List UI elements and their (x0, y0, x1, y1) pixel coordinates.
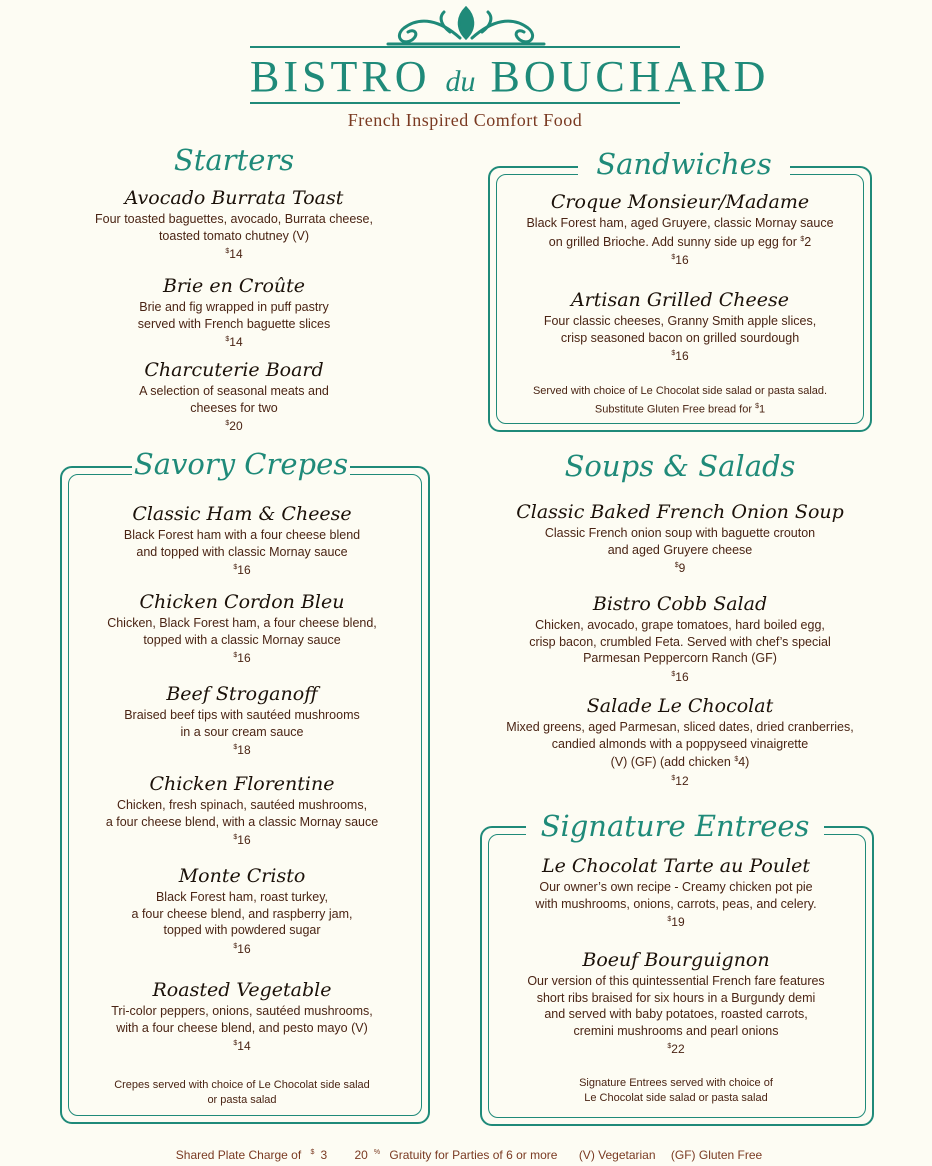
item-price: $18 (233, 743, 251, 757)
item-desc: topped with powdered sugar (163, 923, 321, 937)
sandwiches-note-line2: Substitute Gluten Free bread for $1 (594, 403, 766, 416)
tagline: French Inspired Comfort Food (347, 110, 583, 130)
item-desc: topped with a classic Mornay sauce (143, 632, 341, 647)
item-name: Avocado Burrata Toast (124, 187, 344, 209)
menu-item (72, 864, 412, 957)
item-desc: Our owner’s own recipe - Creamy chicken pot pie (539, 880, 813, 894)
vegetarian-legend: (V) Vegetarian (578, 1148, 656, 1162)
item-price: $16 (671, 253, 689, 268)
crepes-note (72, 1078, 412, 1108)
entrees-note (492, 1076, 860, 1106)
item-desc: Tri-color peppers, onions, sautéed mushrooms, (111, 1004, 373, 1018)
menu-item (488, 500, 872, 576)
item-desc: Black Forest ham, aged Gruyere, classic Mornay sauce (526, 216, 834, 230)
restaurant-name (250, 52, 770, 107)
sandwiches-title: Sandwiches (596, 147, 772, 181)
menu-item (500, 190, 860, 268)
item-desc: short ribs braised for six hours in a Burgundy demi (536, 990, 816, 1005)
footer-notes (0, 1148, 932, 1162)
item-name: Chicken Cordon Bleu (139, 591, 345, 613)
logo-ornament (380, 2, 552, 50)
sandwiches-note-line1: Served with choice of Le Chocolat side salad or pasta salad. (532, 385, 828, 397)
item-price: $16 (233, 833, 251, 847)
menu-item (60, 358, 408, 434)
item-price: $16 (671, 349, 689, 363)
menu-item (60, 186, 408, 262)
item-price: $16 (233, 651, 251, 665)
item-desc: cremini mushrooms and pearl onions (573, 1023, 779, 1038)
item-desc: toasted tomato chutney (V) (158, 228, 310, 243)
item-price: $16 (233, 563, 251, 577)
soups-title: Soups & Salads (564, 449, 796, 483)
item-desc: Mixed greens, aged Parmesan, sliced dates, dried cranberries, (506, 720, 854, 734)
item-desc: and served with baby potatoes, roasted carrots, (544, 1007, 808, 1021)
gratuity-note: 20 % Gratuity for Parties of 6 or more (354, 1148, 558, 1162)
item-desc: Chicken, Black Forest ham, a four cheese blend, (107, 616, 377, 630)
menu-item (492, 854, 860, 930)
restaurant-name-left: BISTRO (250, 52, 431, 101)
menu-item (72, 502, 412, 578)
starters-title: Starters (173, 143, 295, 177)
item-name: Brie en Croûte (162, 275, 306, 297)
item-desc: with mushrooms, onions, carrots, peas, and celery. (535, 896, 817, 911)
item-desc: Black Forest ham with a four cheese blend (123, 528, 361, 542)
item-desc: served with French baguette slices (137, 316, 331, 331)
item-price: $14 (225, 247, 243, 261)
item-price: $9 (674, 561, 686, 575)
entrees-title: Signature Entrees (540, 809, 810, 843)
item-desc: Parmesan Peppercorn Ranch (GF) (583, 651, 777, 665)
item-desc: candied almonds with a poppyseed vinaigrette (551, 736, 809, 751)
restaurant-name-right: BOUCHARD (490, 52, 770, 101)
crepes-title: Savory Crepes (133, 447, 349, 481)
entrees-note-line1: Signature Entrees served with choice of (579, 1077, 773, 1089)
item-price: $14 (233, 1039, 251, 1053)
item-name: Classic Baked French Onion Soup (516, 501, 844, 523)
item-desc: Four classic cheeses, Granny Smith apple slices, (543, 314, 817, 328)
item-price: $16 (671, 669, 689, 684)
crepes-note-line1: Crepes served with choice of Le Chocolat side salad (114, 1079, 370, 1091)
item-desc: Classic French onion soup with baguette crouton (544, 526, 816, 540)
menu-item (500, 288, 860, 364)
item-desc: a four cheese blend, and raspberry jam, (131, 906, 353, 921)
item-name: Croque Monsieur/Madame (550, 191, 810, 213)
item-desc: a four cheese blend, with a classic Mornay sauce (105, 814, 379, 829)
menu-item (492, 948, 860, 1057)
sandwiches-note (500, 384, 860, 418)
menu-item (60, 274, 408, 350)
logo-bottom-rule (250, 102, 680, 104)
item-desc: crisp bacon, crumbled Feta. Served with chef’s special (529, 634, 831, 649)
item-name: Charcuterie Board (144, 359, 324, 381)
menu-item (72, 978, 412, 1054)
item-name: Bistro Cobb Salad (592, 593, 768, 615)
item-name: Artisan Grilled Cheese (570, 289, 790, 311)
item-desc: with a four cheese blend, and pesto mayo (V) (116, 1020, 368, 1035)
item-desc: Four toasted baguettes, avocado, Burrata cheese, (95, 212, 373, 226)
item-price: $19 (667, 915, 685, 929)
item-name: Monte Cristo (178, 865, 306, 887)
crepes-note-line2: or pasta salad (207, 1094, 277, 1106)
item-desc: Black Forest ham, roast turkey, (155, 890, 329, 904)
item-price: $22 (667, 1042, 685, 1056)
item-desc: Braised beef tips with sautéed mushrooms (124, 708, 360, 722)
item-name: Roasted Vegetable (152, 979, 332, 1001)
menu-item (72, 682, 412, 758)
item-desc: Brie and fig wrapped in puff pastry (139, 300, 329, 314)
item-desc: and aged Gruyere cheese (607, 542, 753, 557)
item-desc: (V) (GF) (add chicken $4) (610, 755, 750, 770)
item-desc: in a sour cream sauce (180, 724, 304, 739)
item-price: $14 (225, 335, 243, 349)
item-name: Salade Le Chocolat (586, 695, 774, 717)
item-name: Beef Stroganoff (166, 683, 318, 705)
gluten-free-legend: (GF) Gluten Free (670, 1148, 763, 1162)
item-price: $16 (233, 941, 251, 956)
item-name: Chicken Florentine (149, 773, 335, 795)
menu-item (72, 590, 412, 666)
item-price: $12 (671, 773, 689, 788)
item-desc: Our version of this quintessential French fare features (527, 974, 825, 988)
item-desc: Chicken, avocado, grape tomatoes, hard boiled egg, (535, 618, 825, 632)
item-desc: on grilled Brioche. Add sunny side up egg for $2 (548, 234, 812, 249)
shared-plate-charge: Shared Plate Charge of $ 3 (175, 1148, 328, 1162)
item-price: $20 (225, 419, 243, 433)
menu-item (488, 694, 872, 789)
item-name: Le Chocolat Tarte au Poulet (541, 855, 811, 877)
item-desc: Chicken, fresh spinach, sautéed mushrooms, (116, 798, 368, 812)
item-desc: crisp seasoned bacon on grilled sourdough (560, 330, 800, 345)
item-desc: cheeses for two (190, 400, 278, 415)
item-name: Classic Ham & Cheese (132, 503, 352, 525)
entrees-note-line2: Le Chocolat side salad or pasta salad (584, 1092, 768, 1104)
item-desc: A selection of seasonal meats and (139, 384, 329, 398)
restaurant-name-du: du (445, 65, 476, 98)
logo-top-rule (250, 46, 680, 48)
item-desc: and topped with classic Mornay sauce (136, 544, 348, 559)
item-name: Boeuf Bourguignon (582, 949, 770, 971)
menu-item (488, 592, 872, 685)
menu-item (72, 772, 412, 848)
